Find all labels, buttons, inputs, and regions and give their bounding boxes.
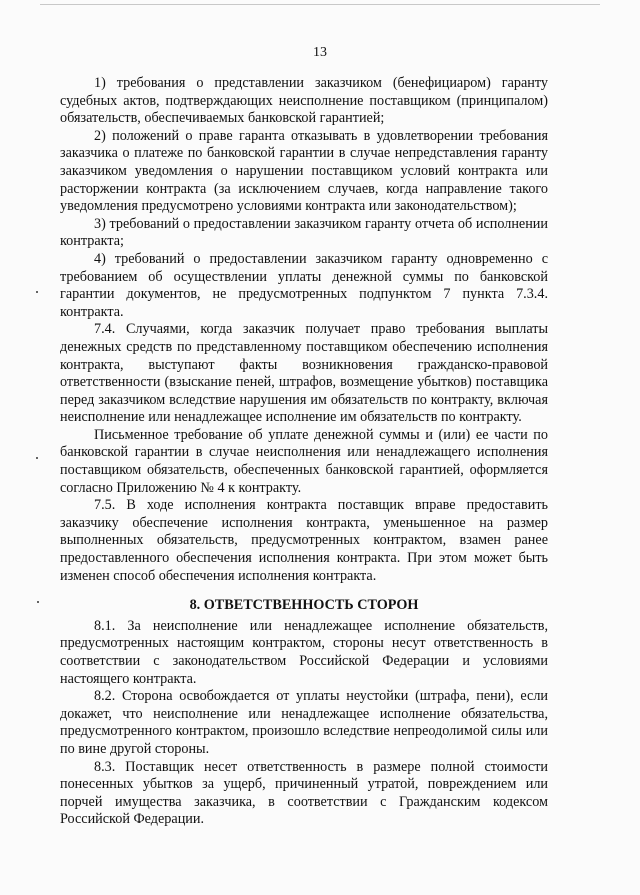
paragraph: 7.4. Случаями, когда заказчик получает право требования выплаты денежных средств по представленному поставщиком обеспечению исполнения контракта, выступают факты возникновения гражданско-правовой ответственности (взыскание пеней, штрафов, возмещение убытков) поставщика перед заказчиком вследствие нарушения им обязательств по контракту, включая неисполнение или ненадлежащее исполнение им обязательств по контракту. <box>60 321 548 426</box>
paragraph: 1) требования о представлении заказчиком (бенефициаром) гаранту судебных актов, подтверждающих неисполнение поставщиком (принципалом) обязательств, обеспечиваемых банковской гарантией; <box>60 75 548 127</box>
paragraph: 8.1. За неисполнение или ненадлежащее исполнение обязательств, предусмотренных настоящим контрактом, стороны несут ответственность в соответствии с законодательством Российской Федерации и условиями настоящего контракта. <box>60 617 548 687</box>
paragraph: 3) требований о предоставлении заказчиком гаранту отчета об исполнении контракта; <box>60 215 548 250</box>
paragraph: Письменное требование об уплате денежной суммы и (или) ее части по банковской гарантии в случае неисполнения или ненадлежащего исполнения поставщиком обязательств, обеспеченных банковской гарантией, оформляется согласно Приложению № 4 к контракту. <box>60 426 548 496</box>
scan-speck <box>36 291 38 293</box>
document-body <box>60 75 548 829</box>
scan-speck <box>36 457 38 459</box>
paragraph: 2) положений о праве гаранта отказывать в удовлетворении требования заказчика о платеже по банковской гарантии в случае непредставления гаранту заказчиком уведомления о нарушении поставщиком условий контракта или расторжении контракта (за исключением случаев, когда направление такого уведомления предусмотрено условиями контракта или законодательством); <box>60 127 548 215</box>
paragraph: 8.3. Поставщик несет ответственность в размере полной стоимости понесенных убытков за ущерб, причиненный утратой, повреждением или порчей имущества заказчика, в соответствии с Гражданским кодексом Российской Федерации. <box>60 758 548 828</box>
scan-speck <box>37 601 39 603</box>
page-number: 13 <box>313 45 327 60</box>
paragraph: 4) требований о предоставлении заказчиком гаранту одновременно с требованием об осуществлении уплаты денежной суммы по банковской гарантии документов, не предусмотренных подпунктом 7 пункта 7.3.4. контракта. <box>60 250 548 320</box>
section-heading: 8. ОТВЕТСТВЕННОСТЬ СТОРОН <box>189 597 419 614</box>
paragraph: 7.5. В ходе исполнения контракта поставщик вправе предоставить заказчику обеспечение исполнения контракта, уменьшенное на размер выполненных обязательств, предусмотренных контрактом, взамен ранее предоставленного обеспечения исполнения контракта. При этом может быть изменен способ обеспечения исполнения контракта. <box>60 497 548 584</box>
paragraph: 8.2. Сторона освобождается от уплаты неустойки (штрафа, пени), если докажет, что неисполнение или ненадлежащее исполнение обязательства, предусмотренного контрактом, произошло вследствие непреодолимой силы или по вине другой стороны. <box>60 688 548 757</box>
scan-edge-line <box>40 4 600 5</box>
